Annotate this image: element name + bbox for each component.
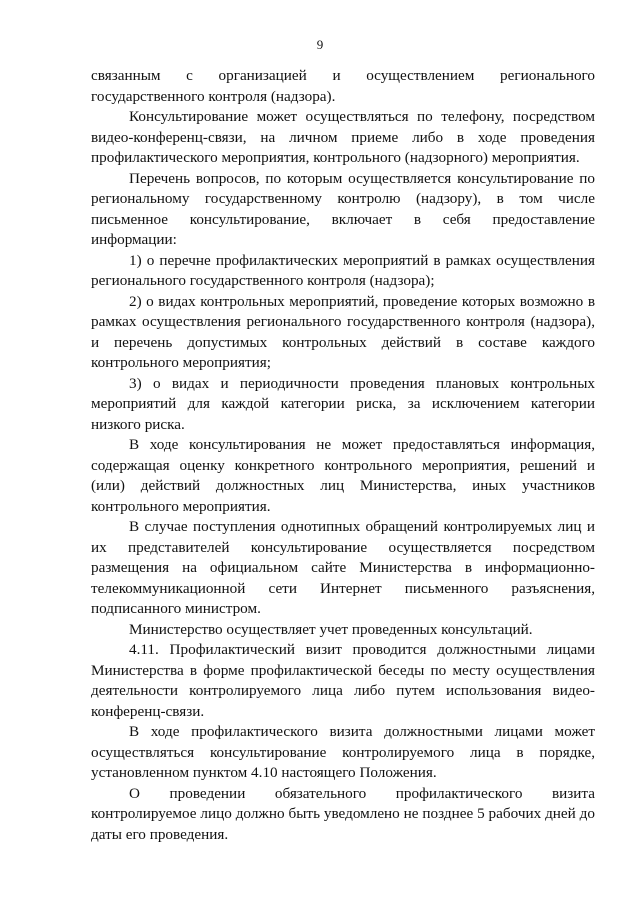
paragraph: В ходе профилактического визита должностными лицами может осуществляться консультирование контролируемого лица в порядке, установленном пунктом 4.10 настоящего Положения. xyxy=(91,723,595,781)
list-item: 3) о видах и периодичности проведения плановых контрольных мероприятий для каждой категории риска, за исключением категории низкого риска. xyxy=(91,374,595,433)
paragraph: В случае поступления однотипных обращений контролируемых лиц и их представителей консультирование осуществляется посредством размещения на официальном сайте Министерства в информационно-телекоммуникационной сети Интернет письменного разъяснения, подписанного министром. xyxy=(91,518,595,617)
page-number: 9 xyxy=(316,37,324,52)
paragraph: Министерство осуществляет учет проведенных консультаций. xyxy=(129,620,533,638)
paragraph: О проведении обязательного профилактического визита контролируемое лицо должно быть уведомлено не позднее 5 рабочих дней до даты его проведения. xyxy=(91,784,595,843)
paragraph: Перечень вопросов, по которым осуществляется консультирование по региональному государственному контролю (надзору), в том числе письменное консультирование, включает в себя предоставление информации: xyxy=(91,169,595,248)
document-body xyxy=(91,66,595,845)
list-item: 1) о перечне профилактических мероприятий в рамках осуществления регионального государственного контроля (надзора); xyxy=(91,251,595,289)
paragraph: Консультирование может осуществляться по телефону, посредством видео-конференц-связи, на личном приеме либо в ходе проведения профилактического мероприятия, контрольного (надзорного) мероприятия. xyxy=(91,108,595,166)
section-paragraph: 4.11. Профилактический визит проводится должностными лицами Министерства в форме профилактической беседы по месту осуществления деятельности контролируемого лица либо путем использования видео-конференц-связи. xyxy=(91,641,595,720)
list-item: 2) о видах контрольных мероприятий, проведение которых возможно в рамках осуществления регионального государственного контроля (надзора), и перечень допустимых контрольных действий в составе каждого контрольного мероприятия; xyxy=(91,292,595,371)
paragraph: В ходе консультирования не может предоставляться информация, содержащая оценку конкретного контрольного мероприятия, решений и (или) действий должностных лиц Министерства, иных участников контрольного мероприятия. xyxy=(91,436,595,515)
paragraph: связанным с организацией и осуществлением регионального государственного контроля (надзора). xyxy=(91,67,595,105)
